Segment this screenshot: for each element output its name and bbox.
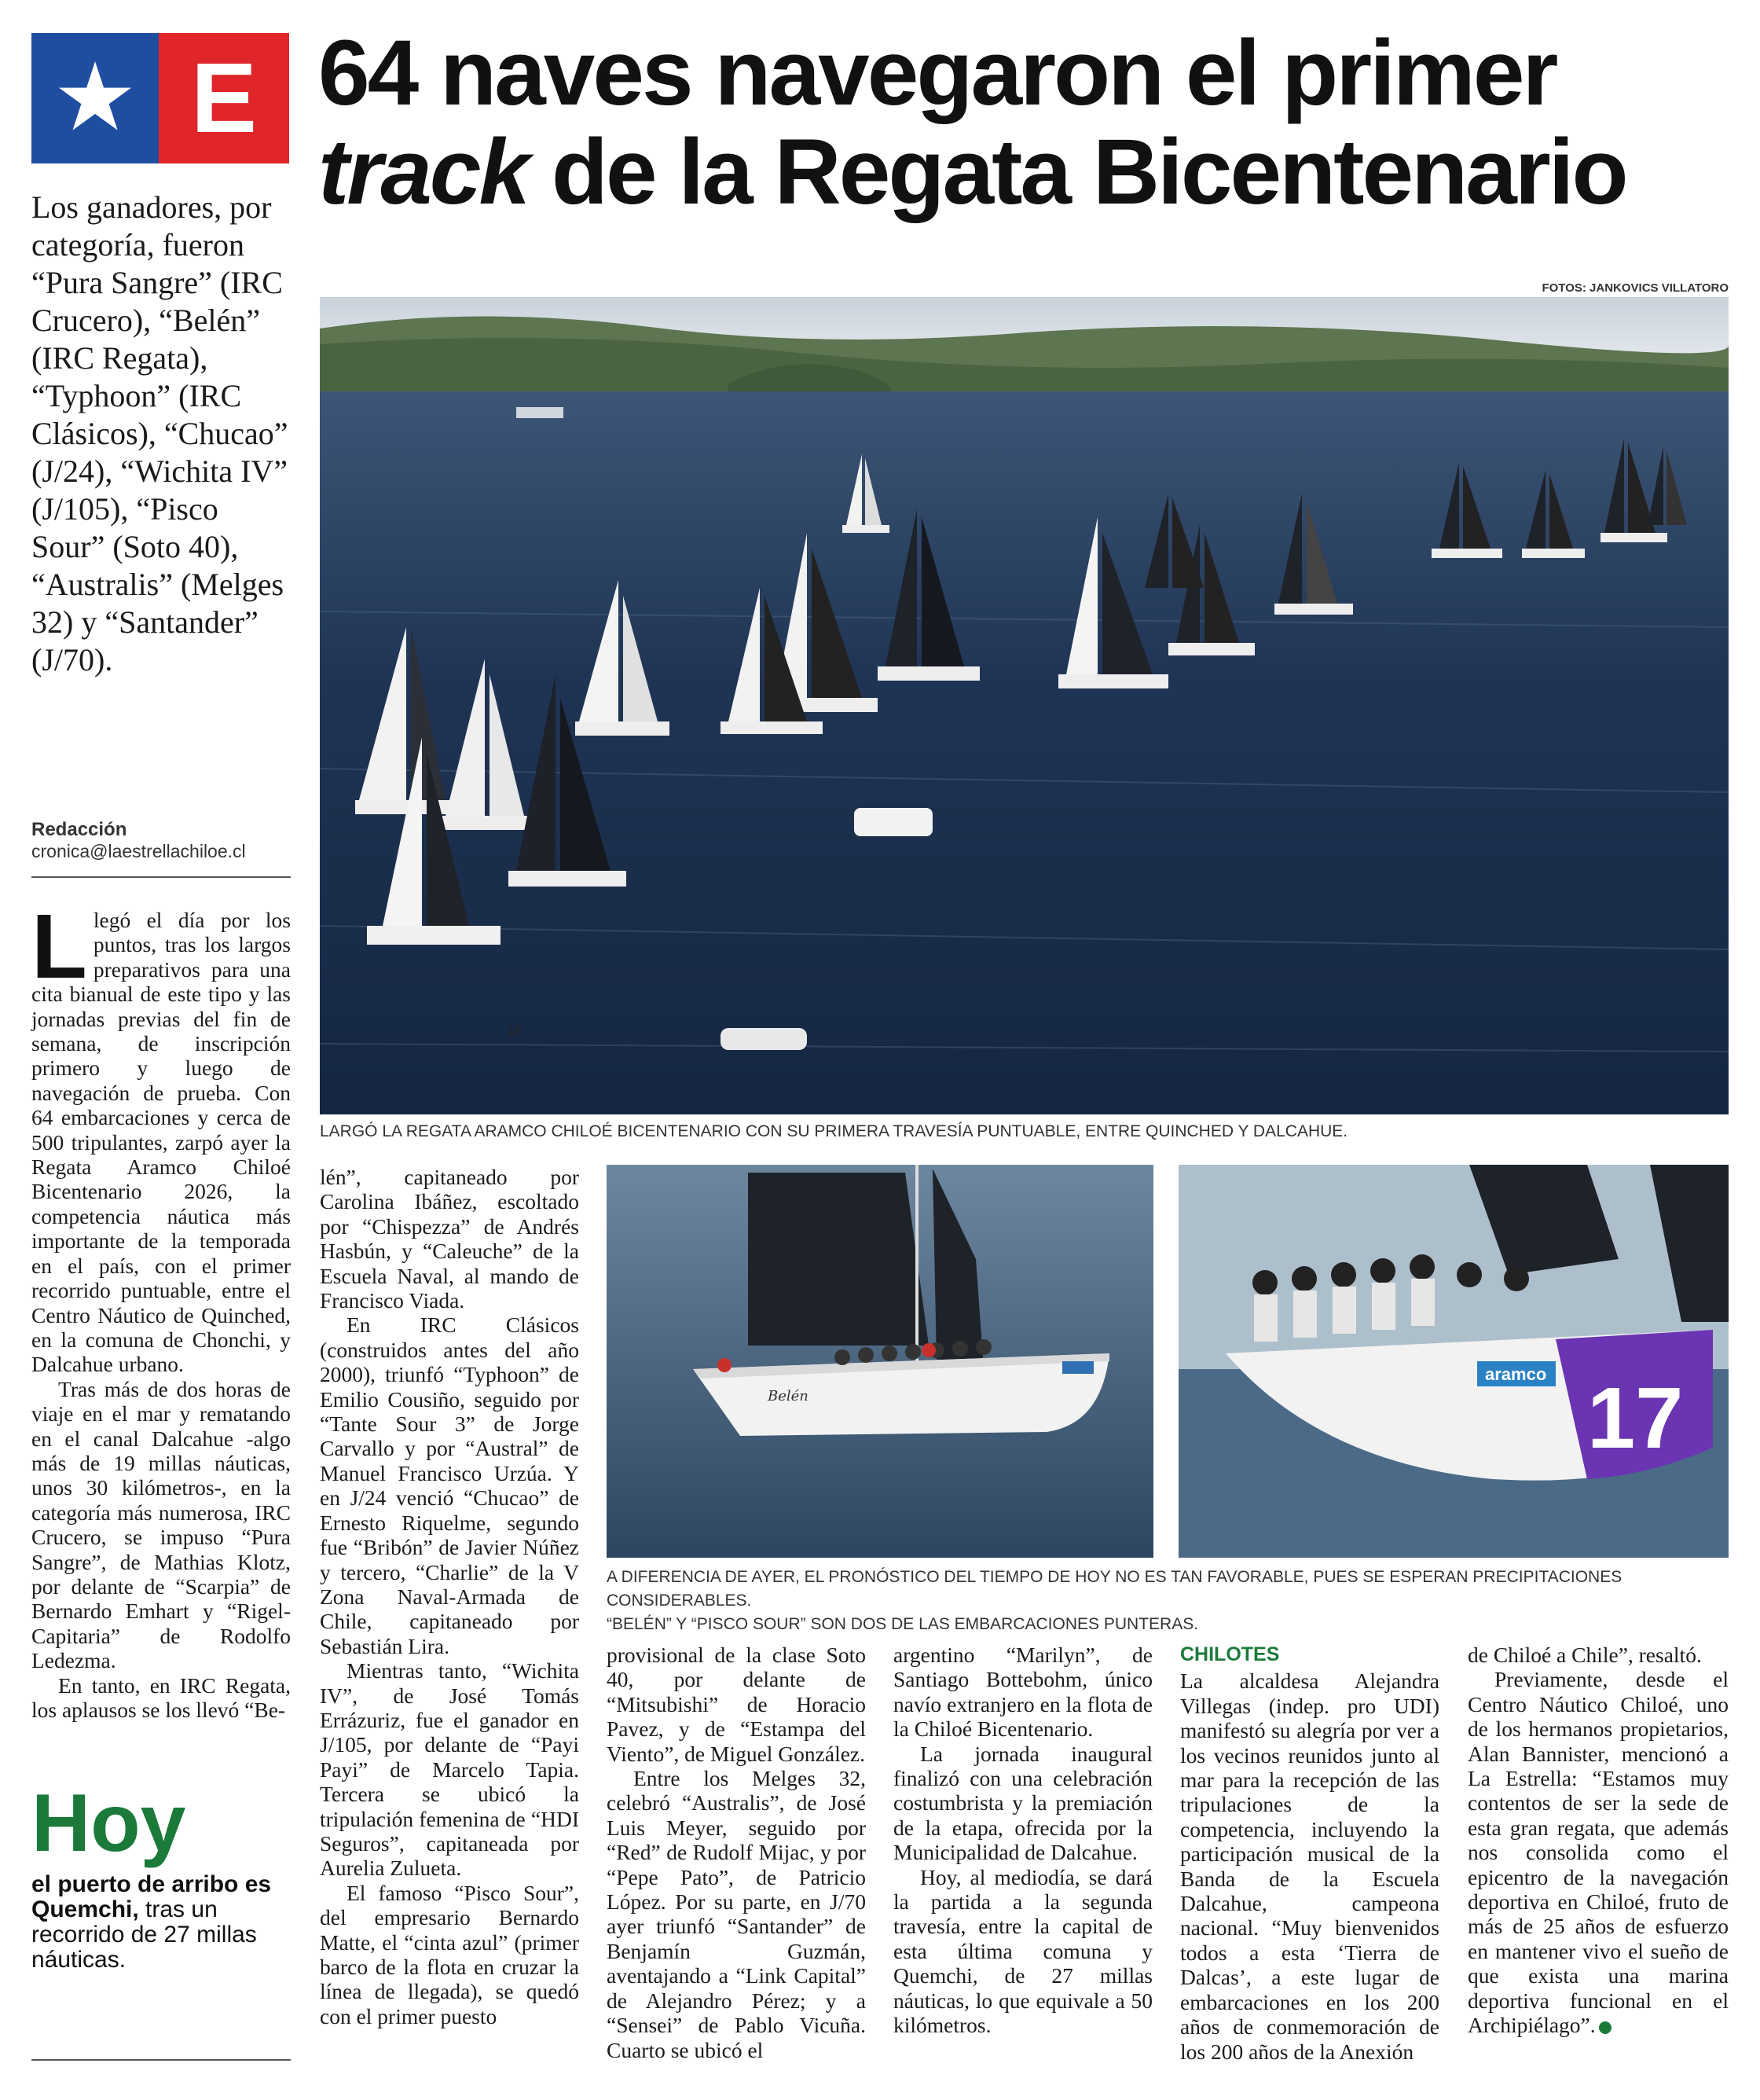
headline-italic: track [318,120,529,224]
hoy-rest: tras un recorrido de 27 millas náuticas. [31,1896,257,1973]
col4-paragraph: La jornada inaugural finalizó con una celebración costumbrista y la premiación de la etapa, ofrecida por la Municipalidad de Dalcahue. [893,1741,1153,1865]
col2-paragraph: Mientras tanto, “Wichita IV”, de José Tomás Errázuriz, fue el ganador en J/105, por delante de “Payi Payi” de Marcelo Tapia. Tercera se ubicó la tripulación femenina de “HDI Seguros”, capitaneada por Aurelia Zulueta. [320,1658,579,1881]
boat-name-label: Belén [768,1388,808,1404]
article-column-2 [320,1165,579,2028]
headline [318,21,1748,224]
col5-paragraph: La alcaldesa Alejandra Villegas (indep. pro UDI) manifestó su alegría por ver a los vecinos reunidos junto al mar para la recepción de las tripulaciones de la competencia, incluyendo la participación musical de la Banda de la Escuela Dalcahue, campeona nacional. “Muy bienvenidos todos a esta ‘Tierra de Dalcas’, a este lugar de embarcaciones en los 200 años de conmemoración de los 200 años de la Anexión [1180,1669,1439,2064]
article-column-4 [893,1643,1153,2038]
secondary-caption [607,1566,1729,1636]
col4-paragraph: Hoy, al mediodía, se dará la partida a la segunda travesía, entre la capital de esta última comuna y Quemchi, de 27 millas náuticas, lo que equivale a 50 kilómetros. [893,1864,1153,2038]
col1-paragraph: Tras más de dos horas de viaje en el mar y rematando en el canal Dalcahue -algo más de 19 millas náuticas, unos 30 kilómetros-, en la categoría más numerosa, IRC Crucero, se impuso “Pura Sangre”, de Mathias Klotz, por delante de “Scarpia” de Bernardo Emhart y “Rigel-Capitaria” de Rodolfo Ledezma. [31,1376,291,1673]
photo-belen [607,1165,1153,1558]
article-column-3 [607,1643,866,2062]
photo-credit: FOTOS: JANKOVICS VILLATORO [1542,281,1729,295]
col1-paragraph: legó el día por los puntos, tras los largos preparativos para una cita bianual de este tipo y las jornadas previas del fin de semana, de inscripción primero y luego de navegación de prueba. Con 64 embarcaciones y cerca de 500 tripulantes, zarpó ayer la Regata Aramco Chiloé Bicentenario 2026, la competencia náutica más importante de la temporada en el país, con el primer recorrido puntuable, entre el Centro Náutico de Quinched, en la comuna de Chonchi, y Dalcahue urbano. [31,908,291,1377]
divider [31,876,291,878]
article-column-1 [31,895,291,1722]
article-column-6 [1468,1643,1729,2038]
section-letter: E [190,42,258,153]
secondary-caption-line2: “BELÉN” Y “PISCO SOUR” SON DOS DE LAS EMBARCACIONES PUNTERAS. [607,1615,1199,1633]
col6-paragraph: de Chiloé a Chile”, resaltó. [1468,1643,1702,1667]
col1-paragraph: En tanto, en IRC Regata, los aplausos se los llevó “Be- [31,1672,291,1722]
col6-paragraph [1468,1667,1729,2037]
hoy-text [31,1872,291,1973]
photo-pisco-sour [1179,1165,1729,1558]
col4-paragraph: argentino “Marilyn”, de Santiago Bottebohm, único navío extranjero en la flota de la Chiloé Bicentenario. [893,1643,1153,1742]
col3-paragraph: provisional de la clase Soto 40, por delante de “Mitsubishi” de Horacio Pavez, y de “Estampa del Viento”, de Miguel González. [607,1643,866,1766]
col2-paragraph: En IRC Clásicos (construidos antes del año 2000), triunfó “Typhoon” de Emilio Cousiño, seguido por “Tante Sour 3” de Jorge Carvallo y por “Austral” de Manuel Francisco Urzúa. Y en J/24 venció “Chucao” de Ernesto Riquelme, segundo fue “Bribón” de Javier Núñez y tercero, “Charlie” de la V Zona Naval-Armada de Chile, capitaneado por Sebastián Lira. [320,1312,579,1658]
section-badge [31,33,289,163]
col2-paragraph: El famoso “Pisco Sour”, del empresario Bernardo Matte, el “cinta azul” (primer barco de la flota en cruzar la línea de llegada), se quedó con el primer puesto [320,1880,579,2028]
main-photo [320,297,1729,1114]
star-icon: ★ [53,43,138,152]
article-column-5 [1180,1643,1439,2064]
bow-number: 16 [506,1023,522,1039]
byline-name: Redacción [31,819,127,840]
headline-line2-rest: de la Regata Bicentenario [528,120,1626,224]
secondary-caption-line1: A DIFERENCIA DE AYER, EL PRONÓSTICO DEL TIEMPO DE HOY NO ES TAN FAVORABLE, PUES SE ESPERAN PRECIPITACIONES CONSIDERABLES. [607,1568,1622,1610]
byline-email[interactable]: cronica@laestrellachiloe.cl [31,841,246,861]
summary-lead: Los ganadores, por categoría, fueron “Pura Sangre” (IRC Crucero), “Belén” (IRC Regata), “Typhoon” (IRC Clásicos), “Chucao” (J/24), “Wichita IV” (J/105), “Pisco Sour” (Soto 40), “Australis” (Melges 32) y “Santander” (J/70). [31,189,288,677]
sponsor-logo: aramco [1485,1364,1547,1384]
headline-line1: 64 naves navegaron el primer [318,21,1556,125]
col6-paragraph-text: Previamente, desde el Centro Náutico Chiloé, uno de los hermanos propietarios, Alan Bannister, mencionó a La Estrella: “Estamos muy contentos de ser la sede de esta gran regata, que además nos consolida como el epicentro de la navegación deportiva en Chiloé, fruto de más de 25 años de esfuerzo en mantener vivo el sueño de que exista una marina deportiva funcional en el Archipiélago”. [1468,1667,1729,2038]
section-subheading: CHILOTES [1180,1643,1280,1665]
sail-number: 17 [1587,1370,1684,1467]
drop-cap: L [31,895,87,997]
hoy-title: Hoy [31,1778,186,1869]
divider [31,2059,291,2061]
headline-line2 [318,120,1748,224]
end-mark-icon [1599,2021,1612,2034]
main-photo-caption: LARGÓ LA REGATA ARAMCO CHILOÉ BICENTENARIO CON SU PRIMERA TRAVESÍA PUNTUABLE, ENTRE QUINCHED Y DALCAHUE. [320,1122,1348,1140]
col2-paragraph: lén”, capitaneado por Carolina Ibáñez, escoltado por “Chispezza” de Andrés Hasbún, y “Caleuche” de la Escuela Naval, al mando de Francisco Viada. [320,1165,579,1313]
col3-paragraph: Entre los Melges 32, celebró “Australis”, de José Luis Meyer, seguido por “Red” de Rudolf Mijac, y por “Pepe Pato”, de Patricio López. Por su parte, en J/70 ayer triunfó “Santander” de Benjamín Guzmán, aventajando a “Link Capital” de Alejandro Pérez; y a “Sensei” de Pablo Vicuña. Cuarto se ubicó el [607,1766,866,2062]
hoy-bold: el puerto de arribo es Quemchi, [31,1871,272,1922]
